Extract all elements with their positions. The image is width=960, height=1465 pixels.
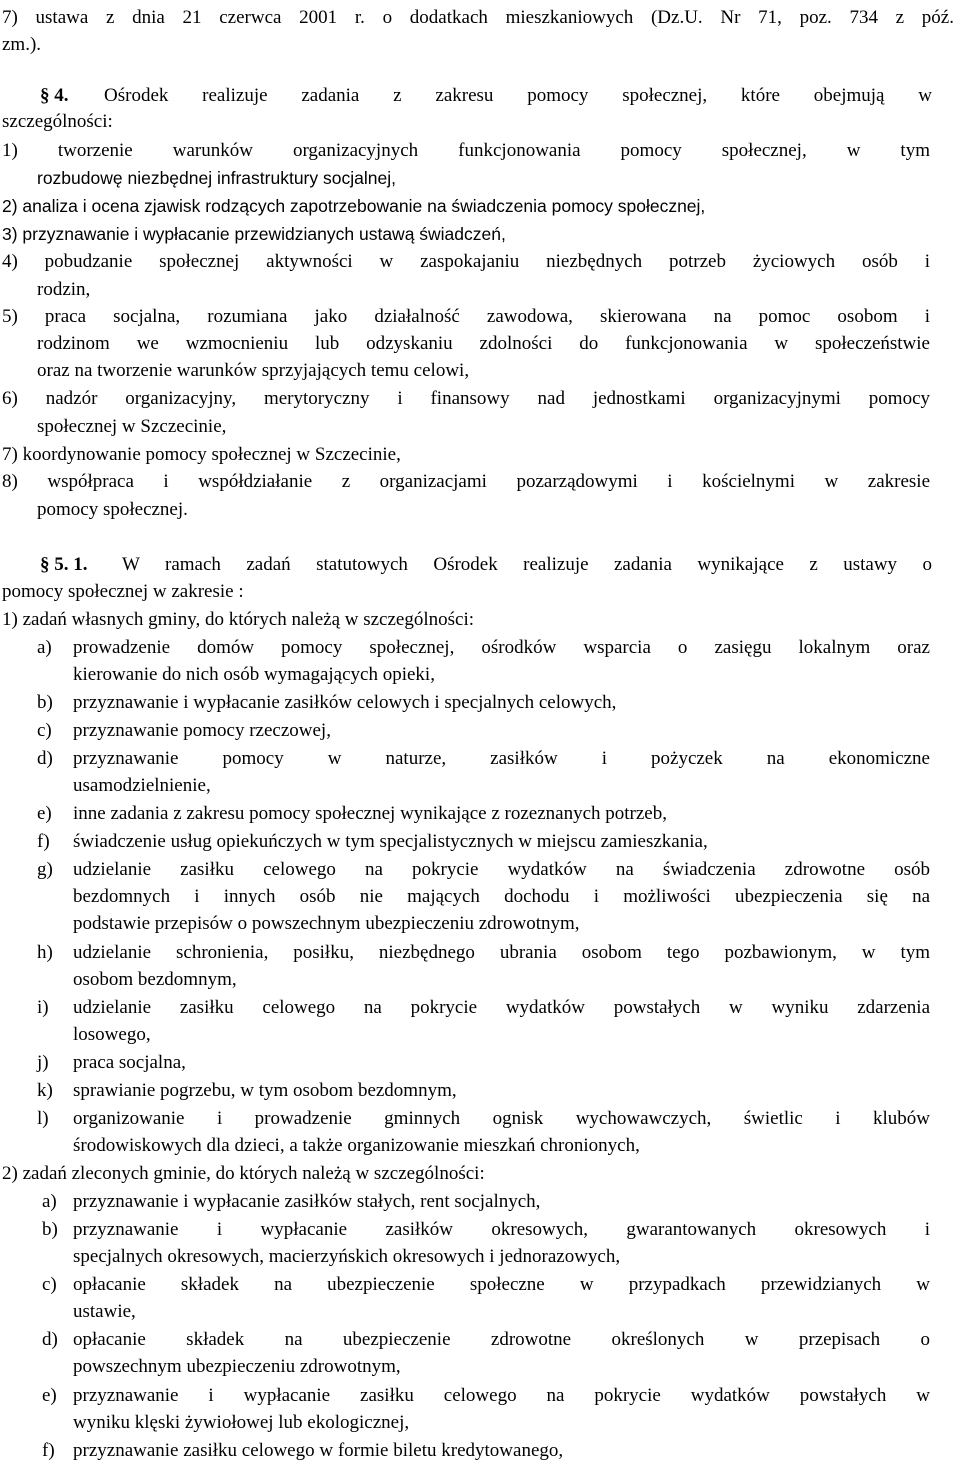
item-label: d) bbox=[42, 1329, 58, 1350]
list-item-cont: specjalnych okresowych, macierzyńskich okresowych i jednorazowych, bbox=[73, 1246, 621, 1267]
list-item-cont: oraz na tworzenie warunków sprzyjających temu celowi, bbox=[37, 360, 470, 381]
item-label: f) bbox=[37, 831, 50, 852]
item-label: a) bbox=[37, 637, 52, 658]
list-item: 6) nadzór organizacyjny, merytoryczny i finansowy nad jednostkami organizacyjnymi pomocy bbox=[2, 388, 930, 409]
list-item: udzielanie zasiłku celowego na pokrycie wydatków powstałych w wyniku zdarzenia bbox=[73, 997, 930, 1018]
item-label: k) bbox=[37, 1080, 53, 1101]
item-label: l) bbox=[37, 1108, 49, 1129]
item-label: a) bbox=[42, 1191, 57, 1212]
list-item-cont: bezdomnych i innych osób nie mających dochodu i możliwości ubezpieczenia się na bbox=[73, 886, 930, 907]
list-item: 7) koordynowanie pomocy społecznej w Szczecinie, bbox=[2, 444, 401, 465]
item-label: i) bbox=[37, 997, 49, 1018]
section-4-lead-cont: szczególności: bbox=[2, 111, 113, 132]
list-item-cont: losowego, bbox=[73, 1024, 151, 1045]
list-item: udzielanie zasiłku celowego na pokrycie wydatków na świadczenia zdrowotne osób bbox=[73, 859, 930, 880]
item-label: d) bbox=[37, 748, 53, 769]
list-item: udzielanie schronienia, posiłku, niezbędnego ubrania osobom tego pozbawionym, w tym bbox=[73, 942, 930, 963]
list-item-cont: podstawie przepisów o powszechnym ubezpieczeniu zdrowotnym, bbox=[73, 913, 580, 934]
list-item-cont: pomocy społecznej. bbox=[37, 499, 188, 520]
list-item: opłacanie składek na ubezpieczenie społeczne w przypadkach przewidzianych w bbox=[73, 1274, 930, 1295]
item-label: h) bbox=[37, 942, 53, 963]
item-label: b) bbox=[42, 1219, 58, 1240]
list-item: organizowanie i prowadzenie gminnych ognisk wychowawczych, świetlic i klubów bbox=[73, 1108, 930, 1129]
list-item: opłacanie składek na ubezpieczenie zdrowotne określonych w przepisach o bbox=[73, 1329, 930, 1350]
list-item: przyznawanie i wypłacanie zasiłków stałych, rent socjalnych, bbox=[73, 1191, 541, 1212]
item-label: b) bbox=[37, 692, 53, 713]
item-label: f) bbox=[42, 1440, 55, 1461]
item-label: c) bbox=[37, 720, 52, 741]
intro-line-2: zm.). bbox=[2, 34, 42, 55]
list-item: przyznawanie i wypłacanie zasiłków celowych i specjalnych celowych, bbox=[73, 692, 617, 713]
list-item-cont: powszechnym ubezpieczeniu zdrowotnym, bbox=[73, 1356, 401, 1377]
list-item: przyznawanie i wypłacanie zasiłków okresowych, gwarantowanych okresowych i bbox=[73, 1219, 930, 1240]
list-item: prowadzenie domów pomocy społecznej, ośrodków wsparcia o zasięgu lokalnym oraz bbox=[73, 637, 930, 658]
list-item-cont: społecznej w Szczecinie, bbox=[37, 416, 227, 437]
list-item-cont: kierowanie do nich osób wymagających opieki, bbox=[73, 664, 435, 685]
list-item-cont: rozbudowę niezbędnej infrastruktury socjalnej, bbox=[37, 168, 396, 188]
list-item-cont: usamodzielnienie, bbox=[73, 775, 211, 796]
list-item: 2) analiza i ocena zjawisk rodzących zapotrzebowanie na świadczenia pomocy społecznej, bbox=[2, 196, 706, 216]
section-5-lead-cont: pomocy społecznej w zakresie : bbox=[2, 581, 244, 602]
list-item: świadczenie usług opiekuńczych w tym specjalistycznych w miejscu zamieszkania, bbox=[73, 831, 708, 852]
list-item: przyznawanie pomocy rzeczowej, bbox=[73, 720, 331, 741]
item-label: e) bbox=[37, 803, 52, 824]
list-item: przyznawanie zasiłku celowego w formie biletu kredytowanego, bbox=[73, 1440, 564, 1461]
list-item: przyznawanie pomocy w naturze, zasiłków i pożyczek na ekonomiczne bbox=[73, 748, 930, 769]
list-item: 4) pobudzanie społecznej aktywności w zaspokajaniu niezbędnych potrzeb życiowych osób i bbox=[2, 251, 930, 272]
list-item: 2) zadań zleconych gminie, do których należą w szczególności: bbox=[2, 1163, 485, 1184]
list-item: 5) praca socjalna, rozumiana jako działalność zawodowa, skierowana na pomoc osobom i bbox=[2, 306, 930, 327]
list-item-cont: rodzin, bbox=[37, 279, 91, 300]
list-item: 1) tworzenie warunków organizacyjnych funkcjonowania pomocy społecznej, w tym bbox=[2, 140, 930, 161]
list-item: przyznawanie i wypłacanie zasiłku celowego na pokrycie wydatków powstałych w bbox=[73, 1385, 930, 1406]
intro-line-1: 7) ustawa z dnia 21 czerwca 2001 r. o dodatkach mieszkaniowych (Dz.U. Nr 71, poz. 734 z póź. bbox=[2, 7, 954, 28]
list-item-cont: rodzinom we wzmocnieniu lub odzyskaniu zdolności do funkcjonowania w społeczeństwie bbox=[37, 333, 930, 354]
list-item-cont: ustawie, bbox=[73, 1301, 136, 1322]
section-4-number: § 4. bbox=[40, 85, 69, 106]
section-5-number: § 5. 1. bbox=[40, 554, 88, 575]
list-item: 1) zadań własnych gminy, do których należą w szczególności: bbox=[2, 609, 475, 630]
list-item: praca socjalna, bbox=[73, 1052, 186, 1073]
list-item: 3) przyznawanie i wypłacanie przewidzianych ustawą świadczeń, bbox=[2, 224, 506, 244]
list-item: inne zadania z zakresu pomocy społecznej wynikające z rozeznanych potrzeb, bbox=[73, 803, 667, 824]
list-item-cont: wyniku klęski żywiołowej lub ekologicznej, bbox=[73, 1412, 410, 1433]
list-item: 8) współpraca i współdziałanie z organizacjami pozarządowymi i kościelnymi w zakresie bbox=[2, 471, 930, 492]
item-label: j) bbox=[37, 1052, 49, 1073]
item-label: c) bbox=[42, 1274, 57, 1295]
list-item-cont: osobom bezdomnym, bbox=[73, 969, 237, 990]
item-label: g) bbox=[37, 859, 53, 880]
item-label: e) bbox=[42, 1385, 57, 1406]
list-item: sprawianie pogrzebu, w tym osobom bezdomnym, bbox=[73, 1080, 457, 1101]
section-4-lead: Ośrodek realizuje zadania z zakresu pomocy społecznej, które obejmują w bbox=[104, 85, 932, 106]
section-5-lead: W ramach zadań statutowych Ośrodek realizuje zadania wynikające z ustawy o bbox=[122, 554, 932, 575]
list-item-cont: środowiskowych dla dzieci, a także organizowanie mieszkań chronionych, bbox=[73, 1135, 640, 1156]
